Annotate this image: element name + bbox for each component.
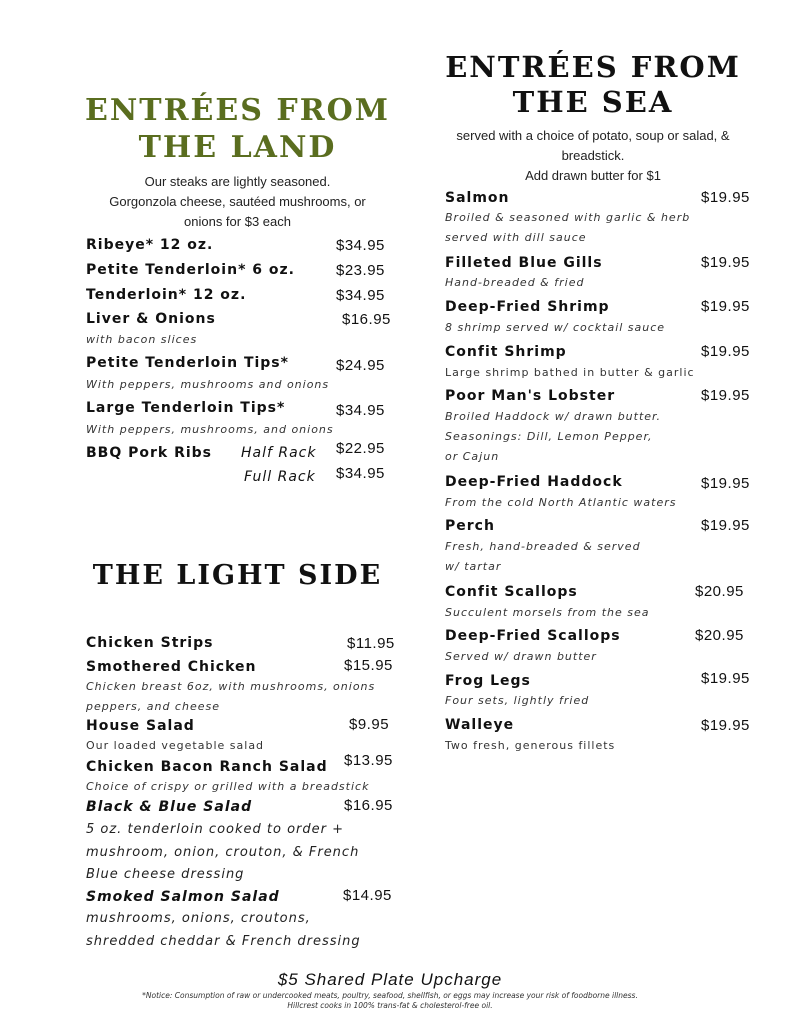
menu-item-price: $16.95 (344, 797, 393, 814)
menu-item-desc-line: Seasonings: Dill, Lemon Pepper, (445, 430, 653, 443)
menu-item-name: Smothered Chicken (86, 659, 257, 675)
sea-heading (440, 50, 746, 121)
menu-item-name: Confit Scallops (445, 584, 578, 600)
menu-item-name: Petite Tenderloin* 6 oz. (86, 262, 295, 278)
shared-plate-upcharge: $5 Shared Plate Upcharge (277, 970, 503, 989)
menu-item-name: Walleye (445, 717, 515, 733)
menu-item-name: Deep-Fried Scallops (445, 628, 621, 644)
menu-item-price: $23.95 (336, 262, 385, 279)
land-intro (85, 172, 390, 232)
land-intro-line: Gorgonzola cheese, sautéed mushrooms, or (109, 194, 366, 209)
menu-item-price: $19.95 (701, 343, 750, 360)
menu-item-price: $19.95 (701, 254, 750, 271)
menu-item-desc: Four sets, lightly fried (445, 694, 590, 707)
menu-item-name: Smoked Salmon Salad (86, 889, 280, 905)
land-intro-line: Our steaks are lightly seasoned. (144, 174, 331, 189)
menu-item-desc-line: w/ tartar (445, 560, 502, 573)
menu-item-desc: With peppers, mushrooms, and onions (86, 423, 334, 436)
menu-item-desc-line: peppers, and cheese (86, 700, 220, 713)
foodborne-notice (40, 991, 740, 1011)
menu-item-price: $20.95 (695, 583, 744, 600)
menu-item-desc: Served w/ drawn butter (445, 650, 597, 663)
sea-heading-line-1: ENTRÉES FROM (445, 50, 741, 84)
menu-item-desc (445, 537, 641, 577)
menu-item-price: $19.95 (701, 670, 750, 687)
menu-item-name: Salmon (445, 190, 510, 206)
menu-item-name: Deep-Fried Haddock (445, 474, 623, 490)
menu-item-price: $24.95 (336, 357, 385, 374)
sea-intro-line: served with a choice of potato, soup or salad, & (456, 128, 730, 143)
notice-line: Hillcrest cooks in 100% trans-fat & cholesterol-free oil. (287, 1001, 493, 1010)
menu-item-name: Liver & Onions (86, 311, 216, 327)
sea-intro-line: Add drawn butter for $1 (525, 168, 661, 183)
menu-item-desc-line: Broiled & seasoned with garlic & herb (445, 211, 691, 224)
menu-item-name: BBQ Pork Ribs (86, 445, 213, 461)
menu-item-price: $19.95 (701, 475, 750, 492)
menu-item-desc: Large shrimp bathed in butter & garlic (445, 366, 695, 379)
menu-item-desc-line: mushrooms, onions, croutons, (86, 911, 311, 926)
ribs-full-price: $34.95 (336, 465, 385, 482)
menu-item-desc: Two fresh, generous fillets (445, 739, 616, 752)
land-heading (85, 93, 390, 166)
menu-item-desc-line: served with dill sauce (445, 231, 587, 244)
menu-item-price: $13.95 (344, 752, 393, 769)
land-intro-line: onions for $3 each (184, 214, 291, 229)
menu-item-price: $19.95 (701, 387, 750, 404)
land-heading-line-2: THE LAND (138, 129, 337, 165)
menu-item-desc-line: mushroom, onion, crouton, & French (86, 844, 360, 860)
menu-item-desc-line: or Cajun (445, 450, 500, 463)
menu-item-price: $20.95 (695, 627, 744, 644)
land-heading-line-1: ENTRÉES FROM (85, 93, 390, 128)
menu-item-price: $34.95 (336, 402, 385, 419)
menu-item-name: Black & Blue Salad (86, 799, 253, 815)
menu-item-desc-line: Chicken breast 6oz, with mushrooms, onions (86, 680, 376, 693)
menu-item-name: Chicken Strips (86, 635, 214, 651)
menu-item-price: $9.95 (349, 716, 390, 733)
menu-item-desc: Succulent morsels from the sea (445, 606, 650, 619)
menu-item-desc-line: shredded cheddar & French dressing (86, 933, 361, 949)
menu-item-name: Petite Tenderloin Tips* (86, 355, 289, 371)
menu-item-desc (445, 208, 690, 248)
menu-item-desc-line: Broiled Haddock w/ drawn butter. (445, 410, 662, 423)
menu-item-desc (445, 407, 661, 467)
menu-item-desc: Choice of crispy or grilled with a breadstick (86, 780, 370, 793)
menu-item-desc: with bacon slices (86, 333, 198, 346)
menu-item-desc (86, 908, 361, 953)
light-heading: THE LIGHT SIDE (92, 560, 383, 591)
menu-item-desc-line: Blue cheese dressing (86, 867, 245, 882)
ribs-half-price: $22.95 (336, 440, 385, 457)
sea-intro-line: breadstick. (561, 148, 625, 163)
menu-item-desc: 8 shrimp served w/ cocktail sauce (445, 321, 666, 334)
menu-item-desc: Hand-breaded & fried (445, 276, 585, 289)
menu-item-name: Large Tenderloin Tips* (86, 400, 286, 416)
menu-item-desc: Our loaded vegetable salad (86, 739, 265, 752)
notice-line: *Notice: Consumption of raw or undercooked meats, poultry, seafood, shellfish, or eggs may increase your risk of foodborne illness. (142, 991, 638, 1000)
menu-item-price: $19.95 (701, 298, 750, 315)
menu-item-name: Perch (445, 518, 495, 534)
menu-item-name: Confit Shrimp (445, 344, 567, 360)
menu-item-price: $19.95 (701, 517, 750, 534)
ribs-half-label: Half Rack (241, 445, 317, 461)
menu-item-price: $14.95 (343, 887, 392, 904)
menu-item-name: Tenderloin* 12 oz. (86, 287, 247, 303)
menu-item-name: Ribeye* 12 oz. (86, 237, 214, 253)
menu-item-name: Filleted Blue Gills (445, 255, 603, 271)
menu-item-name: Frog Legs (445, 673, 531, 689)
menu-item-desc: With peppers, mushrooms and onions (86, 378, 330, 391)
ribs-full-label: Full Rack (244, 469, 316, 485)
menu-item-price: $15.95 (344, 657, 393, 674)
menu-item-desc: From the cold North Atlantic waters (445, 496, 677, 509)
menu-item-desc (86, 819, 359, 887)
menu-item-name: Poor Man's Lobster (445, 388, 616, 404)
menu-item-desc-line: Fresh, hand-breaded & served (445, 540, 641, 553)
menu-item-name: Chicken Bacon Ranch Salad (86, 759, 328, 775)
menu-item-price: $34.95 (336, 287, 385, 304)
menu-item-desc-line: 5 oz. tenderloin cooked to order + (86, 822, 344, 837)
menu-item-desc (86, 677, 375, 717)
sea-intro (440, 126, 746, 186)
menu-item-price: $19.95 (701, 189, 750, 206)
sea-heading-line-2: THE SEA (512, 85, 674, 120)
menu-item-name: House Salad (86, 718, 195, 734)
menu-item-price: $16.95 (342, 311, 391, 328)
menu-item-price: $11.95 (347, 635, 395, 652)
menu-item-name: Deep-Fried Shrimp (445, 299, 610, 315)
menu-item-price: $34.95 (336, 237, 385, 254)
menu-item-price: $19.95 (701, 717, 750, 734)
